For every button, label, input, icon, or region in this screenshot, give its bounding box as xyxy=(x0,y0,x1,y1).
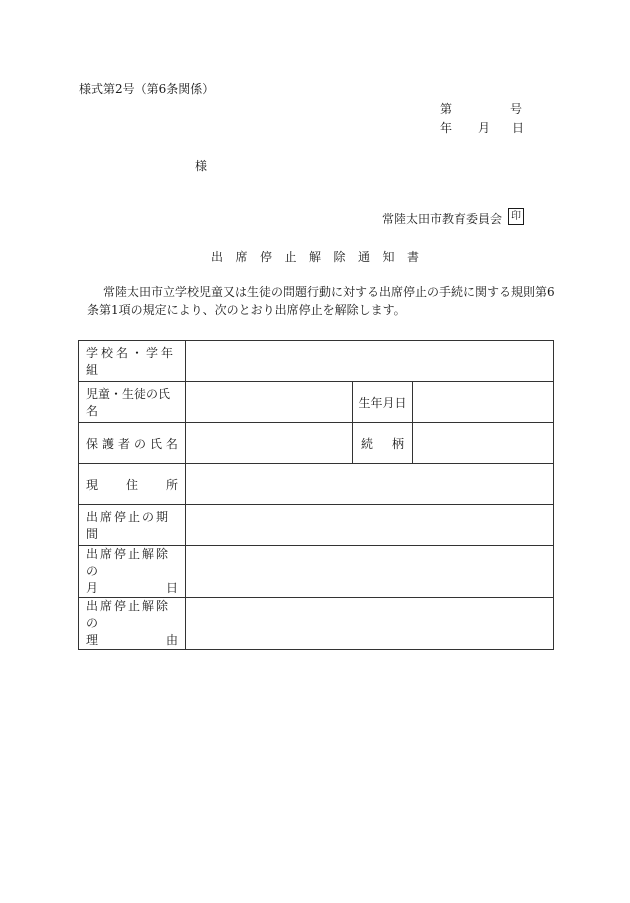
release-date-value-cell[interactable] xyxy=(186,546,554,598)
suspension-period-label: 出席停止の期間 xyxy=(86,510,171,541)
birthdate-label-cell xyxy=(353,382,413,423)
school-label: 学校名・学年組 xyxy=(86,346,177,377)
address-value-cell[interactable] xyxy=(186,464,554,505)
table-row-release-date xyxy=(79,546,554,598)
birthdate-value-cell[interactable] xyxy=(413,382,554,423)
relation-value-cell[interactable] xyxy=(413,423,554,464)
relation-label-cell xyxy=(353,423,413,464)
student-name-label-cell xyxy=(79,382,186,423)
release-date-label-line1: 出席停止解除の xyxy=(86,547,171,578)
guardian-label-cell xyxy=(79,423,186,464)
guardian-label: 保 護 者 の 氏 名 xyxy=(86,436,178,451)
suspension-period-value-cell[interactable] xyxy=(186,505,554,546)
relation-label: 続 柄 xyxy=(361,436,404,451)
date-year-label: 年 xyxy=(440,121,453,135)
birthdate-label: 生年月日 xyxy=(358,395,407,410)
form-number: 様式第2号（第6条関係） xyxy=(79,82,215,96)
table-row-suspension-period xyxy=(79,505,554,546)
issuer-name: 常陸太田市教育委員会 xyxy=(382,212,503,226)
date-day-label: 日 xyxy=(512,121,525,135)
address-label-cell xyxy=(79,464,186,505)
release-reason-label-cell xyxy=(79,598,186,650)
doc-number-prefix: 第 xyxy=(440,102,453,116)
guardian-value-cell[interactable] xyxy=(186,423,353,464)
student-name-value-cell[interactable] xyxy=(186,382,353,423)
table-row-guardian xyxy=(79,423,554,464)
date-month-label: 月 xyxy=(478,121,491,135)
table-row-student xyxy=(79,382,554,423)
doc-number-suffix: 号 xyxy=(510,102,523,116)
release-date-label-line2: 月 日 xyxy=(86,581,178,595)
school-label-cell xyxy=(79,341,186,382)
table-row-school xyxy=(79,341,554,382)
issue-date xyxy=(440,119,525,135)
student-name-label: 児童・生徒の氏名 xyxy=(86,387,171,418)
release-reason-value-cell[interactable] xyxy=(186,598,554,650)
school-value-cell[interactable] xyxy=(186,341,554,382)
table-row-address xyxy=(79,464,554,505)
document-body xyxy=(87,283,557,319)
details-table xyxy=(78,340,554,650)
table-row-release-reason xyxy=(79,598,554,650)
release-reason-label-line1: 出席停止解除の xyxy=(86,599,171,630)
release-date-label-cell xyxy=(79,546,186,598)
body-line-2: 条第1項の規定により、次のとおり出席停止を解除します。 xyxy=(87,303,406,317)
document-title: 出席停止解除通知書 xyxy=(211,250,432,264)
addressee-honorific: 様 xyxy=(195,159,208,173)
seal-stamp: 印 xyxy=(508,208,524,225)
suspension-period-label-cell xyxy=(79,505,186,546)
document-number xyxy=(440,100,522,116)
address-label: 現 住 所 xyxy=(86,477,178,492)
release-reason-label-line2: 理 由 xyxy=(86,633,178,647)
body-line-1: 常陸太田市立学校児童又は生徒の問題行動に対する出席停止の手続に関する規則第6 xyxy=(103,285,555,299)
